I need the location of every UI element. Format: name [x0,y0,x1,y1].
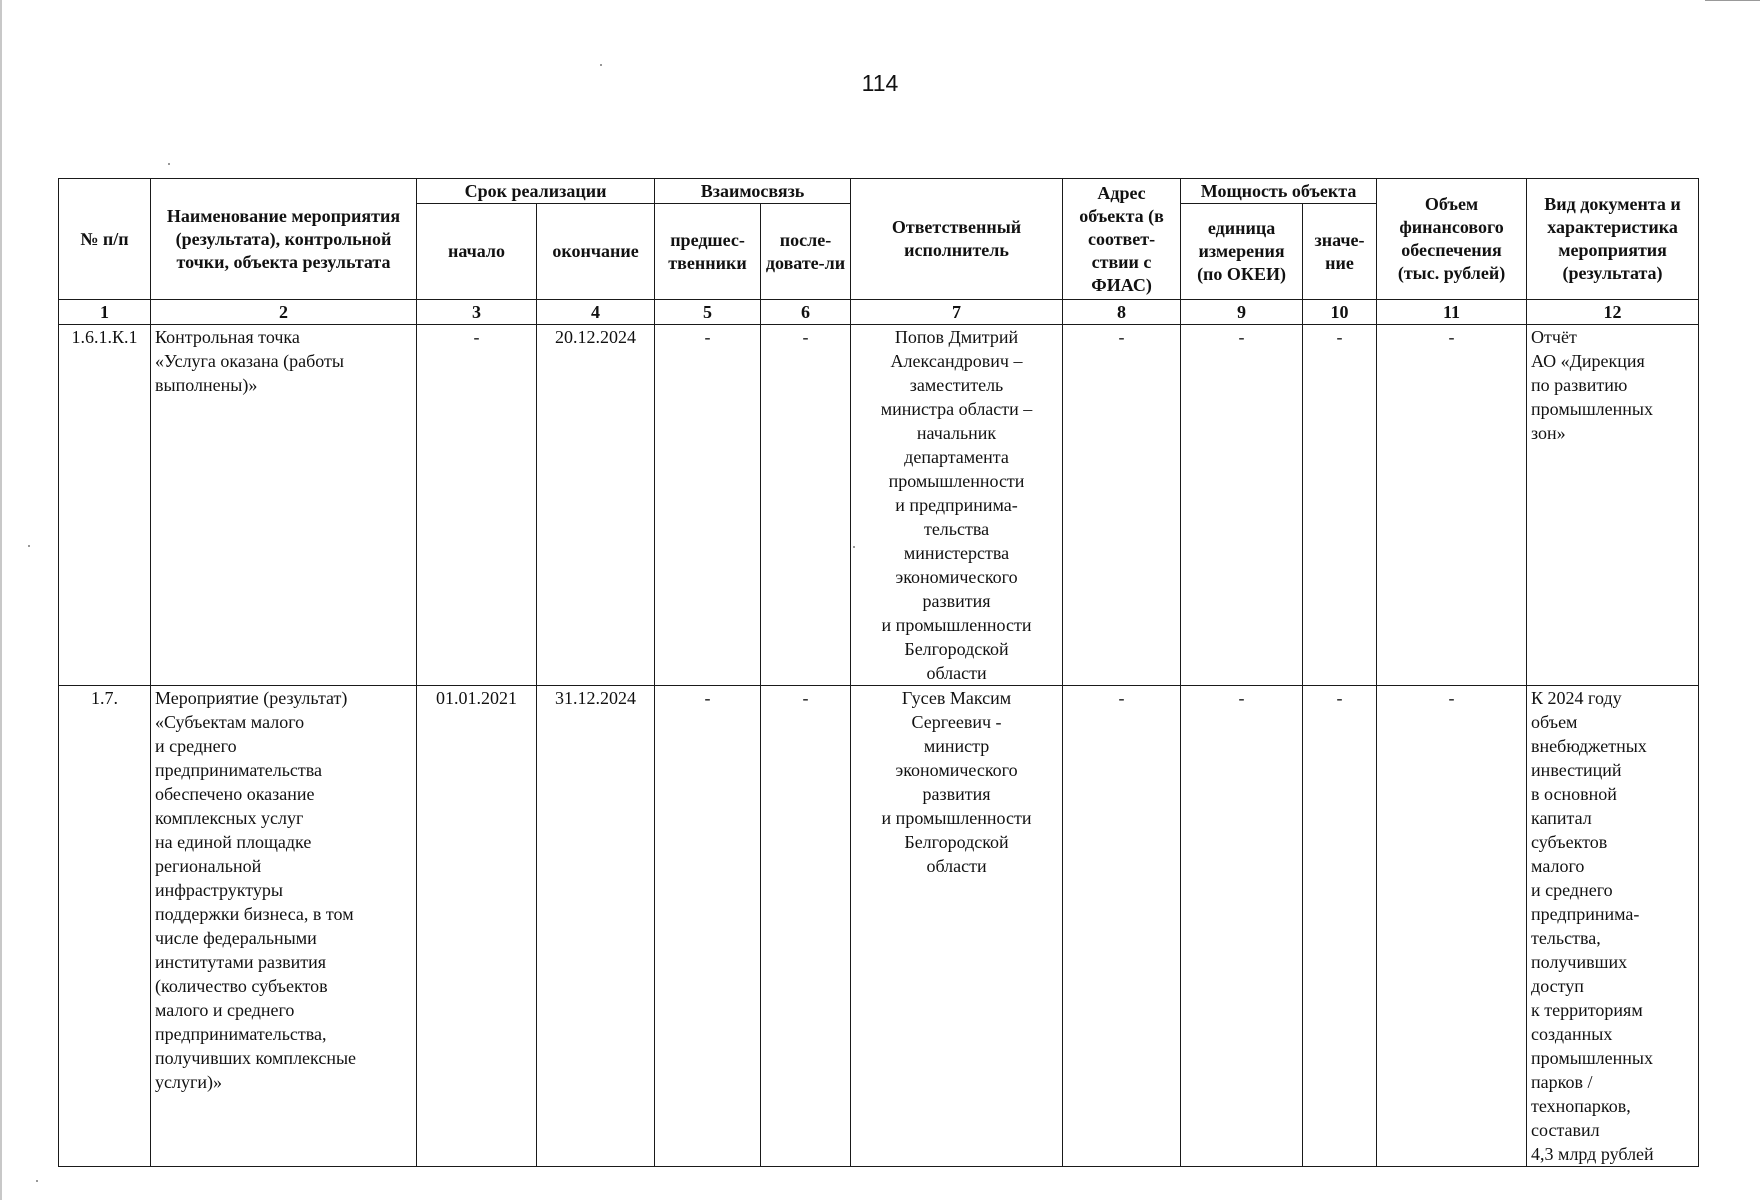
header-capacity-value: значе-ние [1303,204,1377,300]
column-number: 2 [151,300,417,325]
row-value: - [1303,686,1377,1167]
column-number: 3 [417,300,537,325]
row-address: - [1063,686,1181,1167]
header-address: Адрес объекта (в соответ-ствии с ФИАС) [1063,179,1181,300]
header-num: № п/п [59,179,151,300]
column-number: 12 [1527,300,1699,325]
scan-edge [0,0,2,1200]
row-document: Отчёт АО «Дирекция по развитию промышленных зон» [1527,325,1699,686]
row-successors: - [761,686,851,1167]
row-finance: - [1377,686,1527,1167]
row-end: 31.12.2024 [537,686,655,1167]
table-row [59,686,1699,1167]
row-document: К 2024 году объем внебюджетных инвестиций в основной капитал субъектов малого и среднего предпринима- тельства, получивших доступ к территориям созданных промышленных парков / технопарков, составил 4,3 млрд рублей [1527,686,1699,1167]
header-term-start: начало [417,204,537,300]
row-finance: - [1377,325,1527,686]
scan-speck [36,1180,38,1182]
row-predecessors: - [655,686,761,1167]
header-relation: Взаимосвязь [655,179,851,204]
column-number-row [59,300,1699,325]
header-capacity: Мощность объекта [1181,179,1377,204]
row-name: Мероприятие (результат) «Субъектам малого и среднего предпринимательства обеспечено оказание комплексных услуг на единой площадке региональной инфраструктуры поддержки бизнеса, в том числе федеральными институтами развития (количество субъектов малого и среднего предпринимательства, получивших комплексные услуги)» [151,686,417,1167]
header-capacity-unit: единица измерения (по ОКЕИ) [1181,204,1303,300]
column-number: 1 [59,300,151,325]
column-number: 11 [1377,300,1527,325]
header-term: Срок реализации [417,179,655,204]
scan-speck [28,545,30,547]
row-start: - [417,325,537,686]
plan-table [58,178,1699,1167]
scan-speck [600,64,602,66]
header-finance: Объем финансового обеспечения (тыс. рублей) [1377,179,1527,300]
scan-mark [1705,0,1760,1]
column-number: 10 [1303,300,1377,325]
row-responsible: Попов Дмитрий Александрович – заместитель министра области – начальник департамента промышленности и предпринима- тельства министерства экономического развития и промышленности Белгородской области [851,325,1063,686]
row-number: 1.7. [59,686,151,1167]
row-address: - [1063,325,1181,686]
column-number: 8 [1063,300,1181,325]
row-successors: - [761,325,851,686]
column-number: 9 [1181,300,1303,325]
row-unit: - [1181,325,1303,686]
row-unit: - [1181,686,1303,1167]
header-row-top [59,179,1699,204]
header-term-end: окончание [537,204,655,300]
table-row [59,325,1699,686]
header-document: Вид документа и характеристика мероприятия (результата) [1527,179,1699,300]
header-relation-prev: предшес-твенники [655,204,761,300]
row-end: 20.12.2024 [537,325,655,686]
row-number: 1.6.1.К.1 [59,325,151,686]
row-value: - [1303,325,1377,686]
page-number: 114 [861,70,899,96]
row-name: Контрольная точка «Услуга оказана (работы выполнены)» [151,325,417,686]
column-number: 4 [537,300,655,325]
header-relation-next: после-довате-ли [761,204,851,300]
header-name: Наименование мероприятия (результата), контрольной точки, объекта результата [151,179,417,300]
column-number: 6 [761,300,851,325]
column-number: 7 [851,300,1063,325]
row-start: 01.01.2021 [417,686,537,1167]
row-predecessors: - [655,325,761,686]
row-responsible: Гусев Максим Сергеевич - министр экономического развития и промышленности Белгородской области [851,686,1063,1167]
column-number: 5 [655,300,761,325]
header-responsible: Ответственный исполнитель [851,179,1063,300]
scan-speck [168,163,170,165]
